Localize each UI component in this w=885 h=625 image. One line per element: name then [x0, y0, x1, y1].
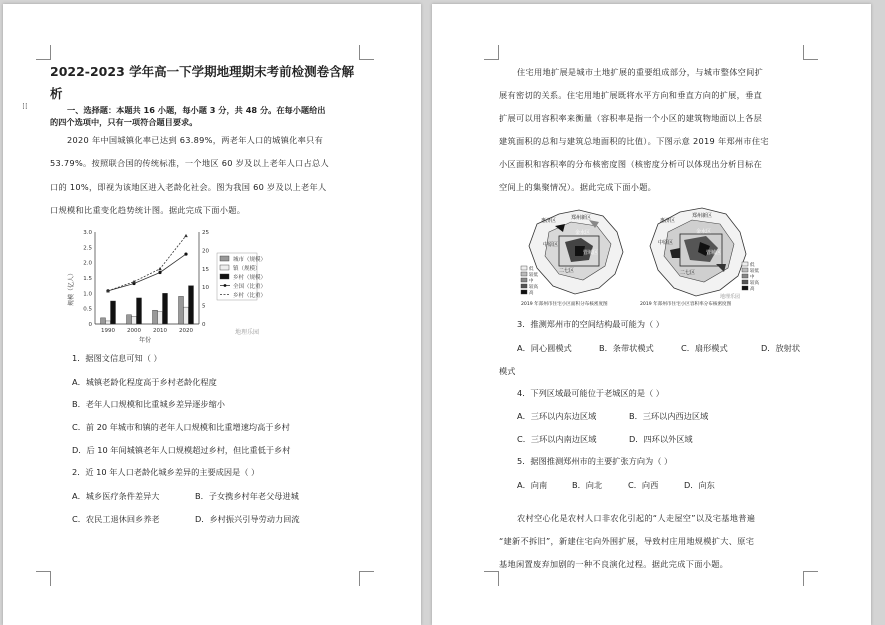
- chart-line-point: [184, 252, 187, 255]
- intro-paragraph-line: 口的 10%，即视为该地区进入老龄化社会。图为我国 60 岁及以上老年人: [50, 182, 327, 192]
- intro-paragraph-line: 小区面积和容积率的分布核密度图（核密度分析可以体现出分析目标在: [499, 159, 763, 169]
- crop-mark: [36, 571, 51, 586]
- question-5-option-c: C．向西: [628, 480, 659, 490]
- question-2-stem: 2．近 10 年人口老龄化城乡差异的主要成因是（ ）: [72, 467, 260, 477]
- map-district-label: 金水区: [696, 229, 712, 235]
- intro-paragraph-line: 口规模和比重变化趋势统计图。据此完成下面小题。: [50, 205, 246, 215]
- map-district-label: 中原区: [543, 242, 559, 248]
- chart-bar: [101, 318, 106, 324]
- chart-y-tick-label: 1.0: [83, 291, 92, 298]
- question-1-option: C．前 20 年城市和镇的老年人口规模和比重增速均高于乡村: [72, 422, 290, 432]
- map-legend-label: 高: [529, 291, 534, 296]
- chart-line-point: [184, 234, 188, 237]
- outro-paragraph-line: 基地闲置废弃加剧的一种不良演化过程。据此完成下面小题。: [499, 559, 729, 569]
- map-legend-label: 低: [750, 263, 755, 268]
- question-4-option-a: A．三环以内东边区域: [517, 411, 597, 421]
- chart-watermark: 地理乐园: [235, 329, 260, 336]
- intro-paragraph-line: 53.79%。按照联合国的传统标准，一个地区 60 岁及以上老年人口占总人: [50, 158, 330, 168]
- chart-legend-entry: 乡村（规模）: [233, 275, 267, 281]
- question-3-option-b: B．条带状模式: [599, 343, 654, 353]
- crop-mark: [359, 571, 374, 586]
- chart-line-point: [158, 271, 161, 274]
- intro-paragraph-line: 扩展可以用容积率来衡量（容积率是指一个小区的建筑物地面以上各层: [499, 113, 763, 123]
- section-heading-line2: 的四个选项中，只有一项符合题目要求。: [50, 117, 198, 127]
- question-3-stem: 3．推测郑州市的空间结构最可能为（ ）: [517, 319, 664, 329]
- chart-y-tick-label: 1.5: [83, 276, 92, 282]
- chart-y2-tick-label: 5: [202, 303, 206, 310]
- intro-paragraph-line: 建筑面积的总和与建筑总地面积的比值）。下图示意 2019 年郑州市住宅: [499, 136, 769, 146]
- map-district-label: 二七区: [559, 268, 575, 274]
- question-1-option: B．老年人口规模和比重城乡差异逐步缩小: [72, 399, 225, 409]
- elderly-population-chart: [65, 224, 267, 344]
- map-watermark: 地理乐园: [720, 294, 741, 300]
- map-district-label: 金水区: [575, 230, 591, 236]
- crop-mark: [484, 571, 499, 586]
- chart-y2-tick-label: 20: [202, 248, 209, 255]
- outro-paragraph-line: “建新不拆旧”，新建住宅向外围扩展，导致村庄用地规模扩大、原宅: [499, 536, 755, 546]
- chart-y-tick-label: 3.0: [83, 230, 92, 236]
- document-title-line2: 析: [50, 86, 63, 101]
- document-page-1: [3, 4, 421, 625]
- map-district-label: 中原区: [658, 240, 674, 246]
- crop-mark: [36, 45, 51, 60]
- crop-mark: [803, 571, 818, 586]
- map-district-label: 郑州新区: [692, 213, 713, 219]
- chart-legend-swatch: [220, 265, 229, 270]
- chart-bar: [158, 312, 163, 324]
- chart-bar: [184, 307, 189, 324]
- map-legend-label: 低: [529, 267, 534, 272]
- document-title-line1: 2022-2023 学年高一下学期地理期末考前检测卷含解: [50, 64, 355, 79]
- chart-legend-entry: 全国（比重）: [233, 284, 267, 290]
- map-district-label: 二七区: [680, 270, 696, 276]
- chart-legend-entry: 镇（规模）: [233, 266, 261, 272]
- question-2-option-c: C．农民工退休回乡养老: [72, 514, 160, 524]
- chart-series-line: [108, 236, 186, 291]
- intro-paragraph-line: 空间上的集聚情况）。据此完成下面小题。: [499, 182, 657, 192]
- chart-bar: [189, 286, 194, 324]
- chart-bar: [137, 298, 142, 324]
- chart-x-tick-label: 2000: [127, 328, 141, 334]
- question-3-option-a: A．同心圆模式: [517, 343, 572, 353]
- chart-bar: [153, 310, 158, 324]
- map-district-label: 惠济区: [660, 218, 676, 224]
- intro-paragraph-line: 展有密切的关系。住宅用地扩展既将水平方向和垂直方向的扩展，垂直: [499, 90, 763, 100]
- map-legend-label: 较高: [529, 285, 538, 290]
- question-4-option-b: B．三环以内西边区域: [629, 411, 709, 421]
- intro-paragraph-line: 住宅用地扩展是城市土地扩展的重要组成部分，与城市整体空间扩: [517, 67, 764, 77]
- chart-legend-swatch: [220, 256, 229, 261]
- chart-bar: [132, 316, 137, 324]
- chart-x-tick-label: 2010: [153, 328, 167, 334]
- question-3-option-c: C．扇形模式: [681, 343, 728, 353]
- chart-x-tick-label: 2020: [179, 328, 193, 334]
- chart-legend-swatch: [220, 274, 229, 279]
- question-5-option-d: D．向东: [684, 480, 715, 490]
- question-3-option-d-wrap: 模式: [499, 366, 516, 376]
- crop-mark: [359, 45, 374, 60]
- map-legend-label: 较低: [750, 269, 759, 274]
- map-district-label: 管城区: [706, 250, 722, 256]
- drag-handle-icon[interactable]: ⁞⁞: [22, 102, 28, 112]
- chart-legend-entry: 乡村（比重）: [233, 293, 267, 299]
- chart-y2-tick-label: 10: [202, 285, 209, 292]
- chart-line-point: [158, 267, 162, 270]
- question-1-option: D．后 10 年间城镇老年人口规模超过乡村，但比重低于乡村: [72, 445, 291, 455]
- question-3-option-d: D．放射状: [761, 343, 801, 353]
- question-4-option-d: D．四环以外区域: [629, 434, 693, 444]
- map-legend-label: 中: [750, 275, 755, 280]
- chart-y-tick-label: 2.0: [83, 260, 92, 267]
- question-5-option-b: B．向北: [572, 480, 603, 490]
- intro-paragraph-line: 2020 年中国城镇化率已达到 63.89%，两老年人口的城镇化率只有: [67, 135, 324, 145]
- chart-y-axis-label: 规模（亿人）: [68, 269, 75, 307]
- map-legend-label: 中: [529, 279, 534, 284]
- map-district-label: 惠济区: [541, 218, 557, 224]
- crop-mark: [803, 45, 818, 60]
- map-caption: 2019 年郑州市住宅小区面积分布核密度图: [521, 302, 608, 307]
- chart-bar: [106, 321, 111, 324]
- chart-legend-entry: 城市（规模）: [233, 257, 267, 263]
- map-legend-label: 较低: [529, 273, 538, 278]
- chart-x-axis-label: 年份: [138, 337, 152, 344]
- question-2-option-d: D．乡村振兴引导劳动力回流: [195, 514, 300, 524]
- map-district-label: 郑州新区: [571, 215, 592, 221]
- crop-mark: [484, 45, 499, 60]
- map-legend-label: 较高: [750, 281, 759, 286]
- chart-y2-tick-label: 0: [202, 322, 206, 328]
- chart-y-tick-label: 0.5: [83, 306, 92, 313]
- chart-bar: [127, 315, 132, 324]
- question-4-option-c: C．三环以内南边区域: [517, 434, 597, 444]
- section-heading-line1: 一、选择题：本题共 16 小题，每小题 3 分，共 48 分。在每小题给出: [67, 105, 326, 115]
- outro-paragraph-line: 农村空心化是农村人口非农化引起的“人走屋空”以及宅基地普遍: [517, 513, 756, 523]
- density-map-area: [519, 202, 637, 308]
- chart-legend-swatch: [224, 284, 227, 287]
- chart-y-tick-label: 0: [88, 322, 92, 328]
- question-2-option-a: A．城乡医疗条件差异大: [72, 491, 160, 501]
- question-5-stem: 5．据图推测郑州市的主要扩张方向为（ ）: [517, 456, 673, 466]
- question-2-option-b: B．子女携乡村年老父母进城: [195, 491, 299, 501]
- map-legend-label: 高: [750, 287, 755, 292]
- map-caption: 2019 年郑州市住宅小区容积率分布核密度图: [640, 302, 732, 307]
- chart-y2-tick-label: 15: [202, 266, 209, 273]
- document-page-2: [432, 4, 871, 625]
- question-4-stem: 4．下列区域最可能位于老城区的是（ ）: [517, 388, 664, 398]
- density-map-far: [640, 202, 764, 308]
- chart-x-tick-label: 1990: [101, 328, 115, 334]
- chart-line-point: [132, 280, 136, 283]
- chart-bar: [163, 293, 168, 324]
- chart-bar: [179, 296, 184, 324]
- chart-y-tick-label: 2.5: [83, 245, 92, 252]
- chart-y2-tick-label: 25: [202, 230, 209, 236]
- map-district-label: 管城区: [583, 250, 599, 256]
- question-1-option: A．城镇老龄化程度高于乡村老龄化程度: [72, 377, 217, 387]
- chart-bar: [111, 301, 116, 324]
- question-1-stem: 1．据图文信息可知（ ）: [72, 353, 162, 363]
- chart-series-line: [108, 254, 186, 291]
- question-5-option-a: A．向南: [517, 480, 548, 490]
